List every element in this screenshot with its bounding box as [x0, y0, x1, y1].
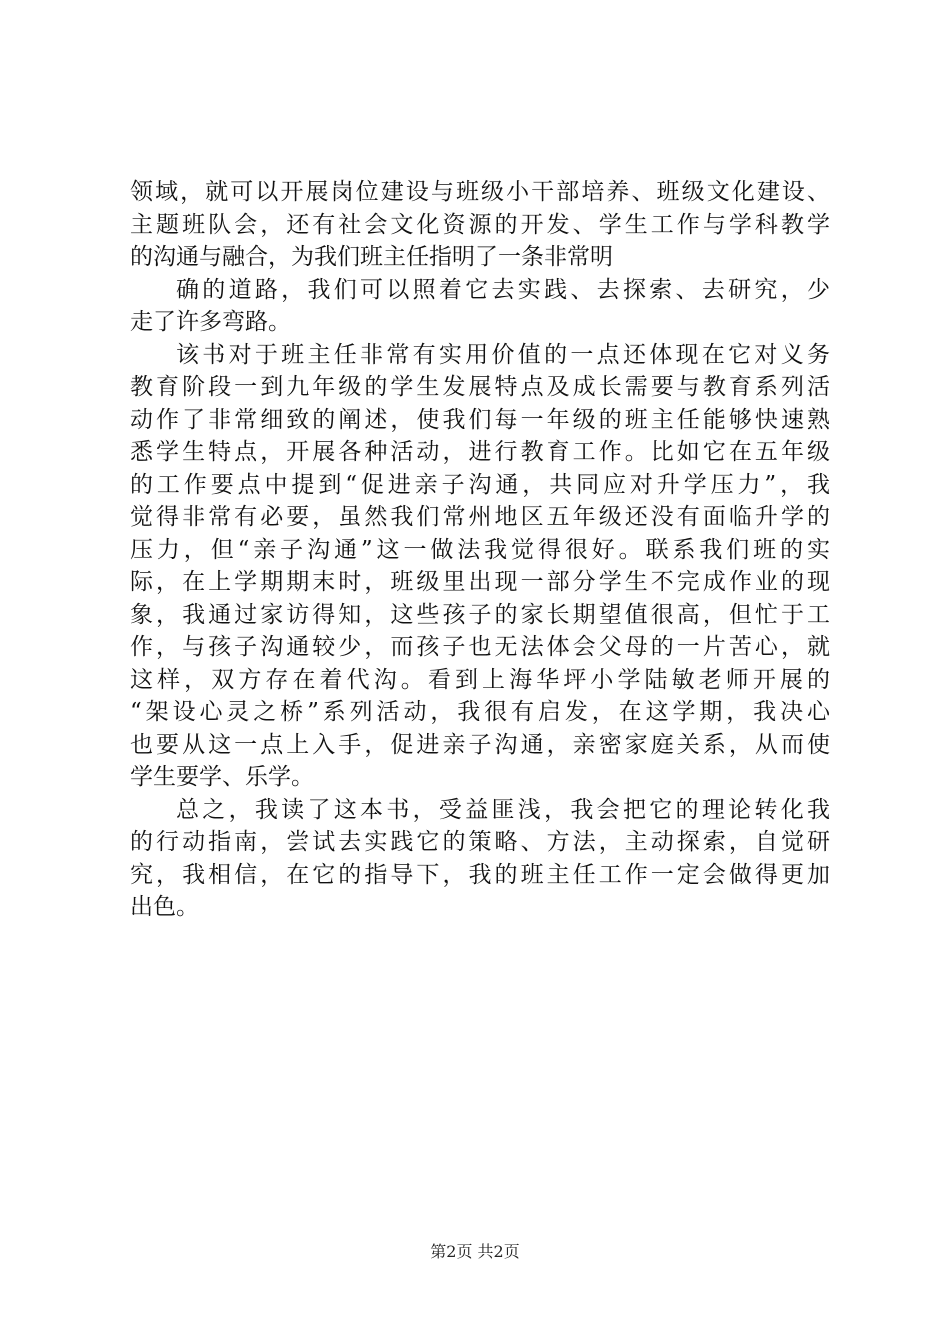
text-line: 总之，我读了这本书，受益匪浅，我会把它的理论转化我	[176, 796, 830, 823]
paragraph-3	[130, 339, 830, 794]
text-line: 的行动指南，尝试去实践它的策略、方法，主动探索，自觉研	[130, 829, 830, 855]
paragraph-2	[130, 274, 830, 339]
text-line: 学生要学、乐学。	[130, 764, 314, 790]
text-line: 压力，但“亲子沟通”这一做法我觉得很好。联系我们班的实	[130, 536, 830, 563]
text-line: 教育阶段一到九年级的学生发展特点及成长需要与教育系列活	[130, 374, 830, 400]
text-line: 象，我通过家访得知，这些孩子的家长期望值很高，但忙于工	[130, 601, 830, 628]
text-line: 的工作要点中提到“促进亲子沟通，共同应对升学压力”，我	[130, 471, 830, 498]
text-line: 也要从这一点上入手，促进亲子沟通，亲密家庭关系，从而使	[130, 731, 830, 758]
text-line: “架设心灵之桥”系列活动，我很有启发，在这学期，我决心	[130, 699, 830, 725]
page-number: 第2页 共2页	[430, 1242, 520, 1261]
text-line: 领域，就可以开展岗位建设与班级小干部培养、班级文化建设、	[130, 179, 830, 205]
text-line: 出色。	[130, 894, 199, 920]
page-footer	[0, 1242, 950, 1262]
text-line: 这样，双方存在着代沟。看到上海华坪小学陆敏老师开展的	[130, 666, 830, 693]
text-line: 确的道路，我们可以照着它去实践、去探索、去研究，少	[176, 276, 830, 303]
text-line: 悉学生特点，开展各种活动，进行教育工作。比如它在五年级	[130, 439, 830, 465]
text-line: 走了许多弯路。	[130, 309, 291, 335]
text-line: 作，与孩子沟通较少，而孩子也无法体会父母的一片苦心，就	[130, 634, 830, 660]
text-line: 该书对于班主任非常有实用价值的一点还体现在它对义务	[176, 341, 830, 368]
text-line: 究，我相信，在它的指导下，我的班主任工作一定会做得更加	[130, 861, 830, 888]
text-line: 的沟通与融合，为我们班主任指明了一条非常明	[130, 244, 613, 270]
paragraph-1	[130, 176, 830, 274]
text-line: 际，在上学期期末时，班级里出现一部分学生不完成作业的现	[130, 569, 830, 595]
text-line: 觉得非常有必要，虽然我们常州地区五年级还没有面临升学的	[130, 504, 830, 530]
document-body	[130, 176, 830, 924]
paragraph-4	[130, 794, 830, 924]
text-line: 动作了非常细致的阐述，使我们每一年级的班主任能够快速熟	[130, 406, 830, 433]
text-line: 主题班队会，还有社会文化资源的开发、学生工作与学科教学	[130, 211, 830, 238]
